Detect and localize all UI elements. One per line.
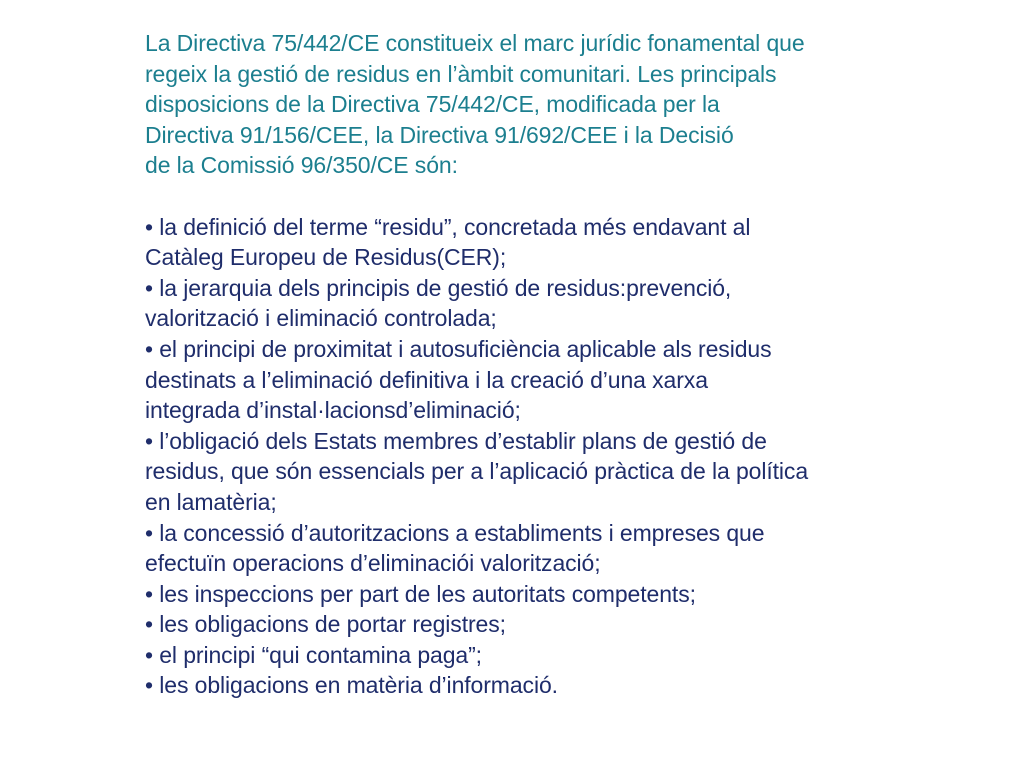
bullet-line: integrada d’instal·lacionsd’eliminació; xyxy=(145,397,521,424)
bullet-line: residus, que són essencials per a l’aplicació pràctica de la política xyxy=(145,458,809,485)
slide-body xyxy=(145,28,1005,701)
intro-line: regeix la gestió de residus en l’àmbit comunitari. Les principals xyxy=(145,60,777,87)
intro-line: La Directiva 75/442/CE constitueix el marc jurídic fonamental que xyxy=(145,30,805,56)
bullet-line: • les inspeccions per part de les autoritats competents; xyxy=(145,580,696,607)
bullet-line: • la concessió d’autoritzacions a establiments i empreses que xyxy=(145,519,765,546)
bullet-line: • l’obligació dels Estats membres d’establir plans de gestió de xyxy=(145,427,767,454)
intro-line: Directiva 91/156/CEE, la Directiva 91/692/CEE i la Decisió xyxy=(145,121,734,148)
bullet-line: • les obligacions de portar registres; xyxy=(145,611,506,638)
bullet-line: • la jerarquia dels principis de gestió de residus:prevenció, xyxy=(145,274,732,301)
bullet-line: en lamatèria; xyxy=(145,488,277,515)
bullet-line: • la definició del terme “residu”, concretada més endavant al xyxy=(145,213,751,240)
bullet-line: • el principi “qui contamina paga”; xyxy=(145,641,482,668)
bullet-list xyxy=(145,212,1005,702)
bullet-line: efectuïn operacions d’eliminacióі valorització; xyxy=(145,550,601,577)
intro-line: disposicions de la Directiva 75/442/CE, modificada per la xyxy=(145,91,720,118)
bullet-line: Catàleg Europeu de Residus(CER); xyxy=(145,244,507,271)
bullet-line: • les obligacions en matèria d’informació. xyxy=(145,672,558,699)
bullet-line: • el principi de proximitat i autosuficiència aplicable als residus xyxy=(145,335,772,362)
bullet-line: destinats a l’eliminació definitiva i la creació d’una xarxa xyxy=(145,366,708,393)
bullet-line: valorització i eliminació controlada; xyxy=(145,305,497,332)
intro-paragraph xyxy=(145,28,1005,181)
intro-line: de la Comissió 96/350/CE són: xyxy=(145,152,458,179)
